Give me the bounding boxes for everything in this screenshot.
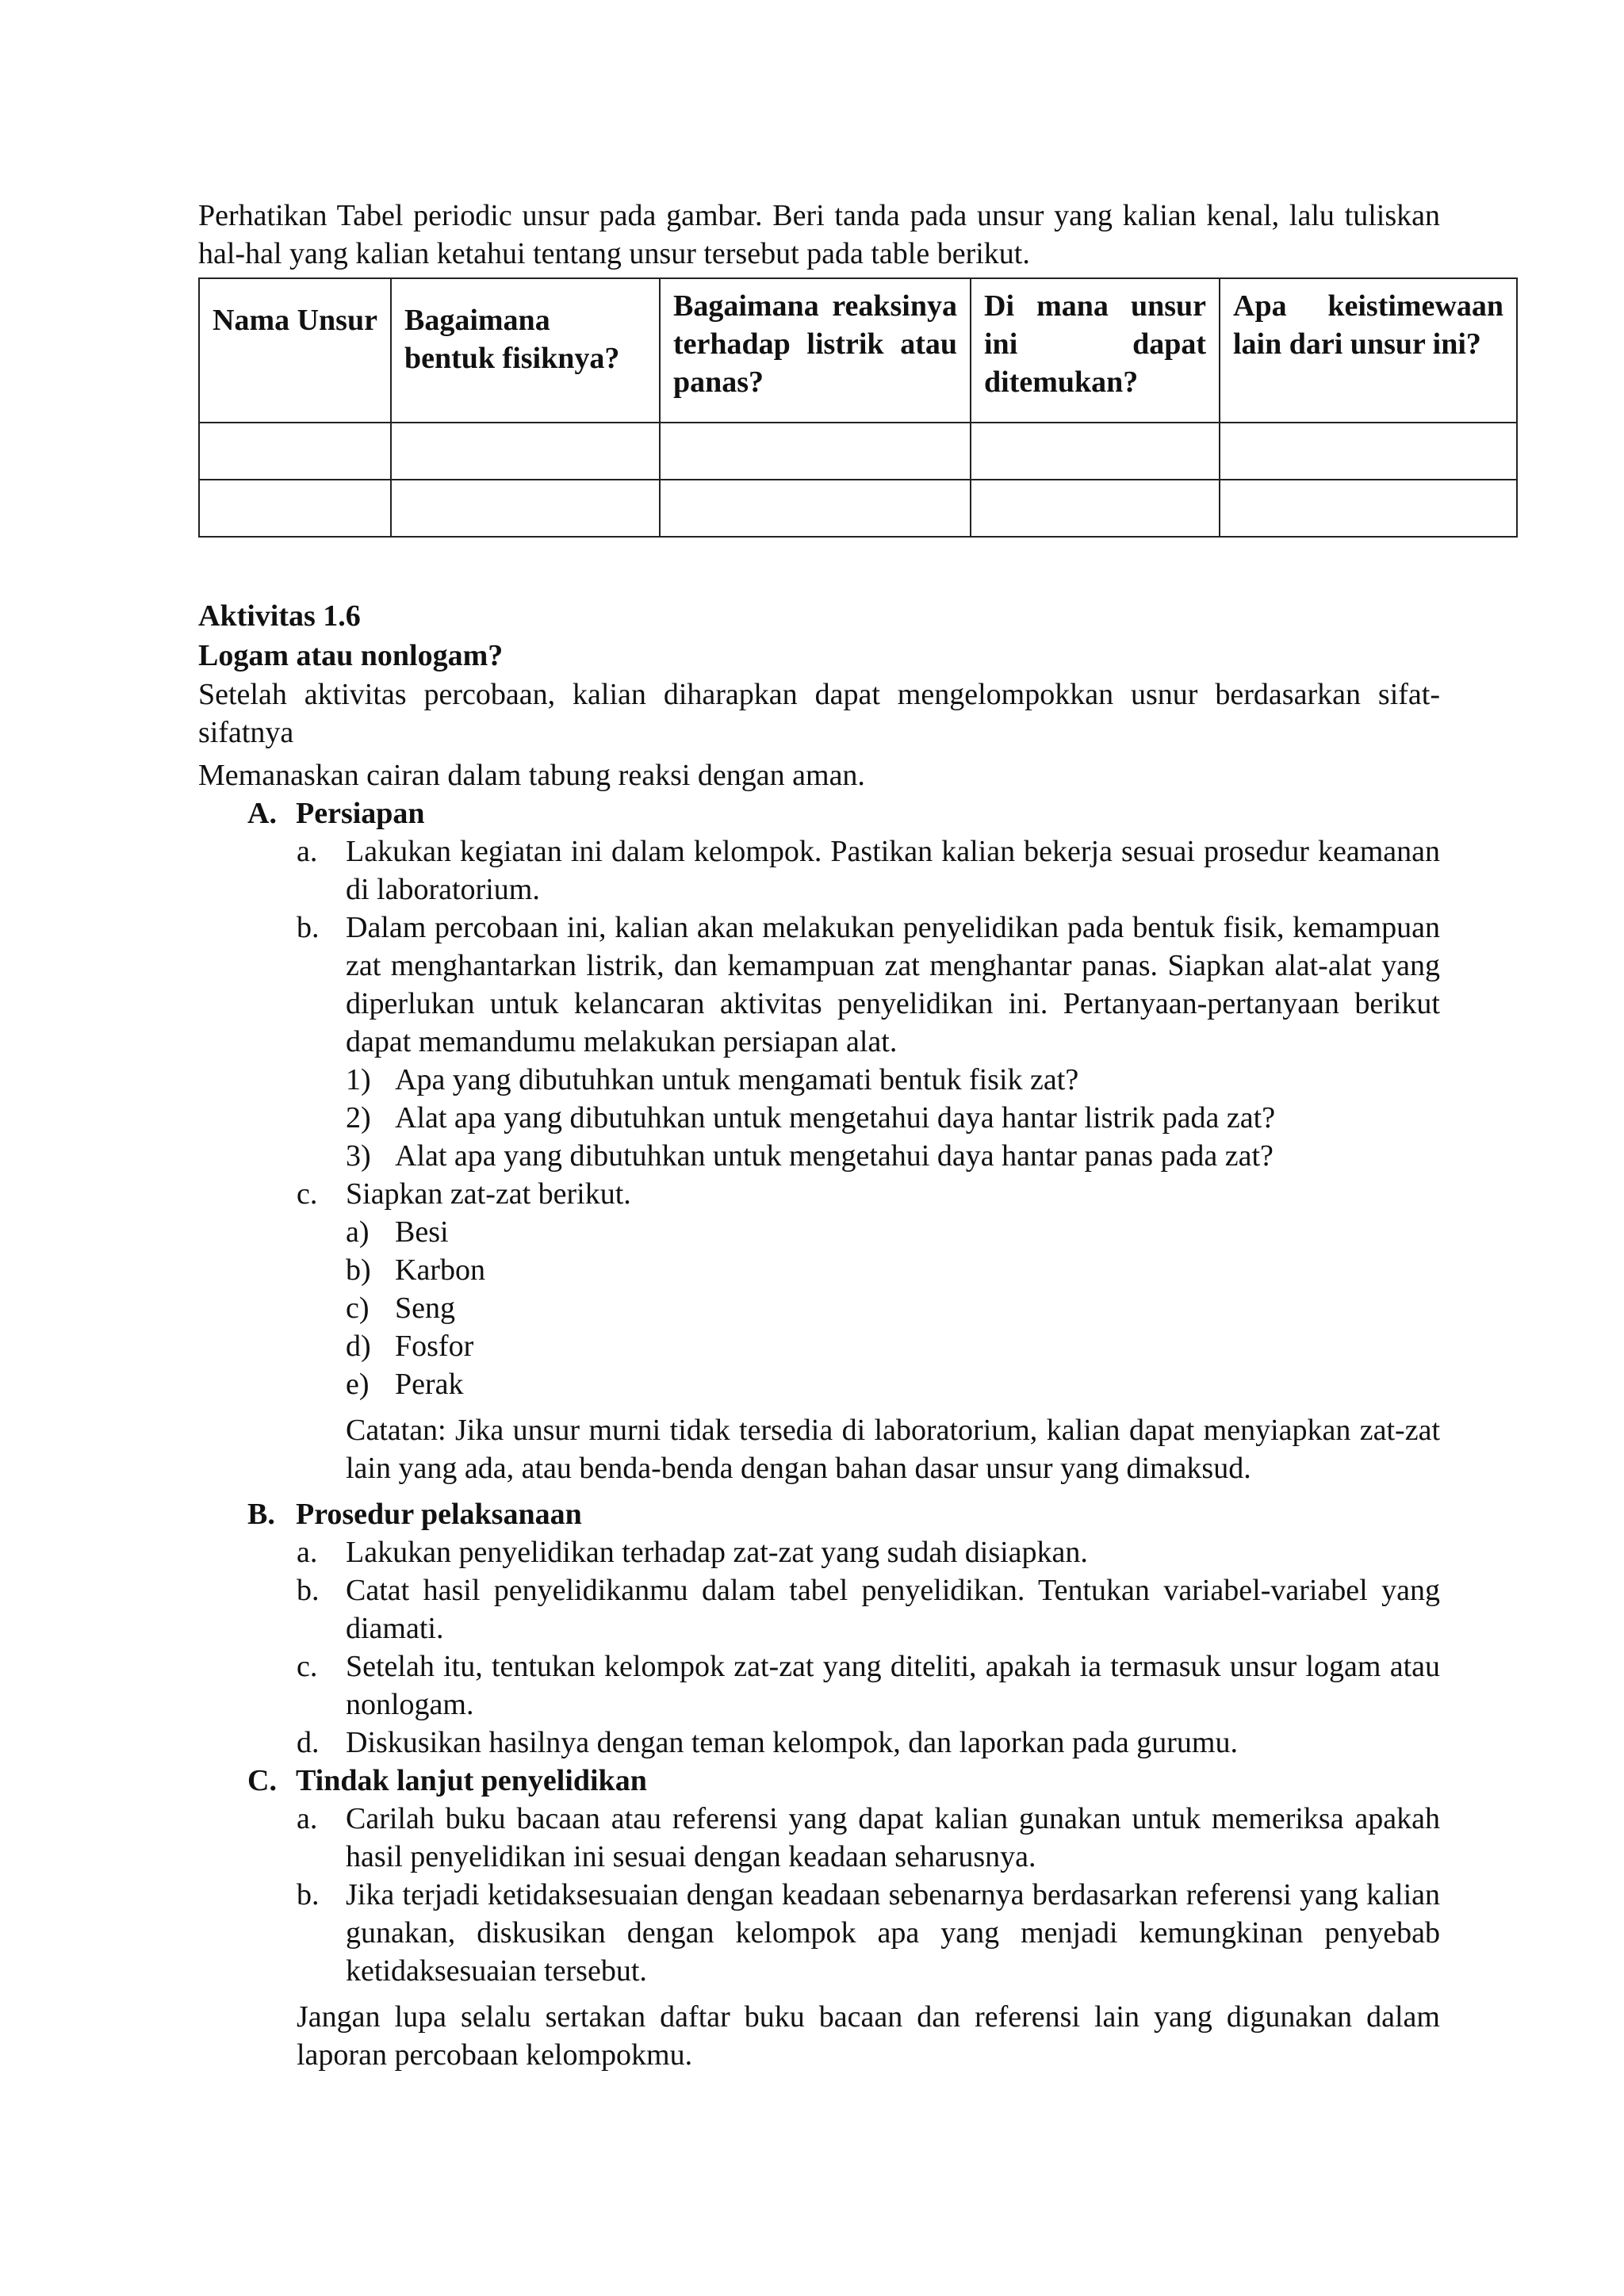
list-item-text: Dalam percobaan ini, kalian akan melakukan penyelidikan pada bentuk fisik, kemampuan zat menghantarkan listrik, dan kemampuan zat menghantar panas. Siapkan alat-alat yang diperlukan untuk kelancaran aktivitas penyelidikan ini. Pertanyaan-pertanyaan berikut dapat memandumu melakukan persiapan alat. [346, 911, 1440, 1058]
list-item [198, 1724, 1440, 1762]
sub-list-text: Seng [395, 1292, 455, 1325]
list-marker: b. [297, 1878, 320, 1911]
list-item-text: Siapkan zat-zat berikut. [346, 1177, 631, 1211]
sub-list-marker: d) [346, 1330, 371, 1363]
table-cell [199, 423, 391, 480]
list-item-text: Catat hasil penyelidikanmu dalam tabel penyelidikan. Tentukan variabel-variabel yang diamati. [346, 1574, 1440, 1645]
table-header-row [199, 278, 1517, 423]
activity-purpose: Memanaskan cairan dalam tabung reaksi dengan aman. [198, 759, 865, 792]
table-header-cell: Apa keistimewaan lain dari unsur ini? [1220, 278, 1517, 423]
note-paragraph: Catatan: Jika unsur murni tidak tersedia di laboratorium, kalian dapat menyiapkan zat-zat lain yang ada, atau benda-benda dengan bahan dasar unsur yang dimaksud. [346, 1414, 1440, 1485]
closing-paragraph: Jangan lupa selalu sertakan daftar buku bacaan dan referensi lain yang digunakan dalam laporan percobaan kelompokmu. [297, 2000, 1440, 2072]
list-marker: a. [297, 1802, 318, 1835]
sub-list-item [198, 1327, 1440, 1365]
list-item [198, 909, 1440, 1061]
section-marker: A. [247, 797, 277, 830]
sub-list-item [198, 1289, 1440, 1327]
sub-list-item [198, 1365, 1440, 1403]
table-cell [391, 423, 660, 480]
section-marker: C. [247, 1764, 277, 1797]
sub-list-item [198, 1099, 1440, 1137]
table-row [199, 423, 1517, 480]
table-header-cell: Bagaimana reaksinya terhadap listrik atau panas? [660, 278, 971, 423]
sub-list-item [198, 1061, 1440, 1099]
table-cell [1220, 423, 1517, 480]
table-cell [660, 480, 971, 537]
list-item-text: Setelah itu, tentukan kelompok zat-zat yang diteliti, apakah ia termasuk unsur logam atau nonlogam. [346, 1650, 1440, 1721]
table-cell [660, 423, 971, 480]
activity-number: Aktivitas 1.6 [198, 599, 361, 633]
list-item [198, 832, 1440, 909]
list-item-text: Diskusikan hasilnya dengan teman kelompok, dan laporkan pada gurumu. [346, 1726, 1238, 1759]
sub-list-marker: 3) [346, 1139, 371, 1173]
activity-goal: Setelah aktivitas percobaan, kalian diharapkan dapat mengelompokkan usnur berdasarkan sifat-sifatnya [198, 678, 1440, 749]
list-item [198, 1876, 1440, 1990]
sub-list-text: Perak [395, 1368, 464, 1401]
sub-list-marker: a) [346, 1215, 370, 1249]
list-marker: c. [297, 1650, 318, 1683]
sub-list-text: Alat apa yang dibutuhkan untuk mengetahui daya hantar listrik pada zat? [395, 1101, 1276, 1135]
list-item [198, 1571, 1440, 1647]
list-item [198, 1533, 1440, 1571]
table-cell [1220, 480, 1517, 537]
table-header-cell: Bagaimana bentuk fisiknya? [391, 278, 660, 423]
list-item [198, 1647, 1440, 1724]
list-item-text: Jika terjadi ketidaksesuaian dengan keadaan sebenarnya berdasarkan referensi yang kalian gunakan, diskusikan dengan kelompok apa yang menjadi kemungkinan penyebab ketidaksesuaian tersebut. [346, 1878, 1440, 1988]
table-header-cell: Di mana unsur ini dapat ditemukan? [971, 278, 1220, 423]
section-marker: B. [247, 1498, 275, 1531]
sub-list-marker: b) [346, 1253, 371, 1287]
section-heading: Persiapan [296, 797, 425, 830]
list-marker: d. [297, 1726, 320, 1759]
sub-list-marker: e) [346, 1368, 370, 1401]
list-marker: a. [297, 1536, 318, 1569]
list-marker: b. [297, 1574, 320, 1607]
sub-list-marker: 2) [346, 1101, 371, 1135]
sub-list-text: Karbon [395, 1253, 485, 1287]
list-marker: b. [297, 911, 320, 944]
sub-list-marker: c) [346, 1292, 370, 1325]
table-cell [199, 480, 391, 537]
section-heading: Tindak lanjut penyelidikan [296, 1764, 647, 1797]
sub-list-text: Fosfor [395, 1330, 474, 1363]
section-persiapan [198, 794, 1440, 832]
sub-list-item [198, 1251, 1440, 1289]
sub-list-item [198, 1137, 1440, 1175]
sub-list-marker: 1) [346, 1063, 371, 1096]
section-tindak-lanjut [198, 1762, 1440, 1800]
list-marker: c. [297, 1177, 318, 1211]
table-cell [391, 480, 660, 537]
activity-title: Logam atau nonlogam? [198, 639, 504, 672]
table-cell [971, 480, 1220, 537]
list-item [198, 1800, 1440, 1876]
table-header-cell: Nama Unsur [199, 278, 391, 423]
list-item-text: Lakukan penyelidikan terhadap zat-zat yang sudah disiapkan. [346, 1536, 1088, 1569]
table-row [199, 480, 1517, 537]
list-item [198, 1175, 1440, 1213]
page-content [198, 197, 1503, 2074]
sub-list-text: Besi [395, 1215, 449, 1249]
list-item-text: Lakukan kegiatan ini dalam kelompok. Pastikan kalian bekerja sesuai prosedur keamanan di laboratorium. [346, 835, 1440, 906]
list-marker: a. [297, 835, 318, 868]
sub-list-text: Apa yang dibutuhkan untuk mengamati bentuk fisik zat? [395, 1063, 1079, 1096]
sub-list-item [198, 1213, 1440, 1251]
table-cell [971, 423, 1220, 480]
element-info-table [198, 277, 1518, 538]
list-item-text: Carilah buku bacaan atau referensi yang dapat kalian gunakan untuk memeriksa apakah hasil penyelidikan ini sesuai dengan keadaan seharusnya. [346, 1802, 1440, 1873]
section-prosedur [198, 1495, 1440, 1533]
section-heading: Prosedur pelaksanaan [296, 1498, 582, 1531]
intro-paragraph: Perhatikan Tabel periodic unsur pada gambar. Beri tanda pada unsur yang kalian kenal, lalu tuliskan hal-hal yang kalian ketahui tentang unsur tersebut pada table berikut. [198, 199, 1440, 270]
sub-list-text: Alat apa yang dibutuhkan untuk mengetahui daya hantar panas pada zat? [395, 1139, 1274, 1173]
